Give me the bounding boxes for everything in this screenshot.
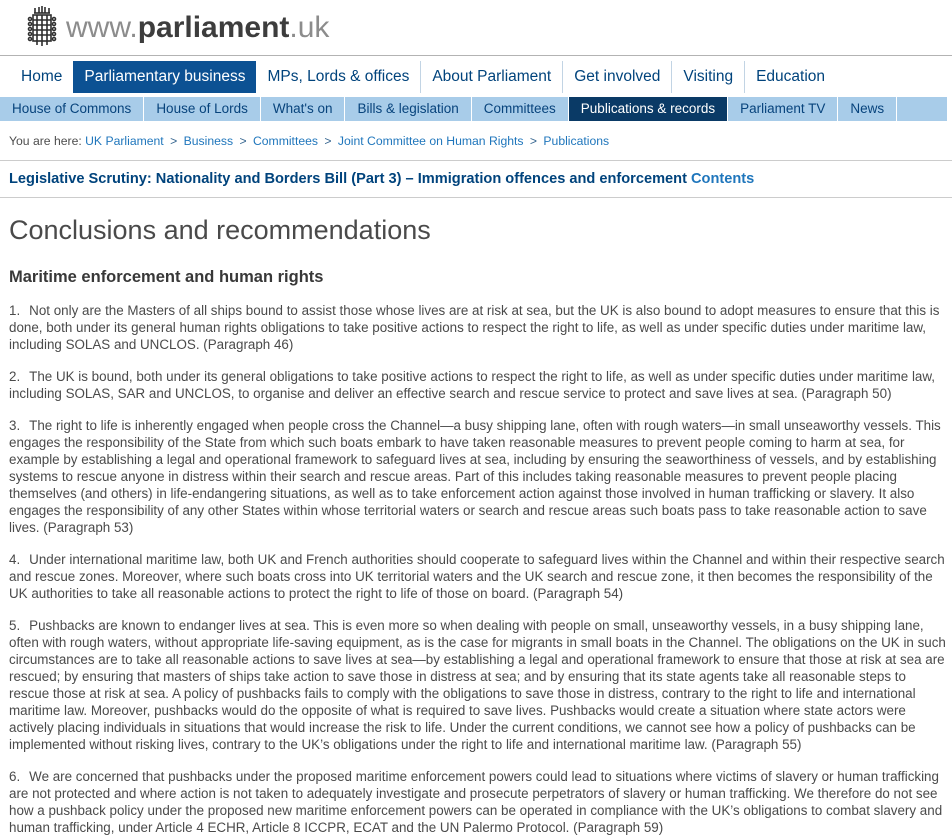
conclusion-paragraph	[9, 368, 947, 402]
conclusion-paragraph	[9, 768, 947, 836]
sub-navigation	[0, 97, 947, 121]
breadcrumb-link-business[interactable]: Business	[183, 134, 234, 148]
paragraph-number: 4.	[9, 552, 21, 567]
sub-nav-item-bills-legislation[interactable]: Bills & legislation	[345, 97, 471, 121]
sub-nav-item-house-of-commons[interactable]: House of Commons	[0, 97, 144, 121]
site-logo[interactable]	[66, 11, 329, 45]
main-content	[0, 215, 952, 836]
logo-tld: .uk	[289, 10, 330, 44]
paragraph-number: 1.	[9, 303, 21, 318]
divider	[0, 197, 952, 198]
breadcrumb-separator: >	[320, 134, 332, 148]
sub-nav-item-parliament-tv[interactable]: Parliament TV	[728, 97, 838, 121]
sub-nav-item-what-s-on[interactable]: What's on	[261, 97, 346, 121]
breadcrumb-prefix: You are here:	[9, 134, 82, 148]
conclusion-paragraph	[9, 617, 947, 753]
paragraph-number: 2.	[9, 369, 21, 384]
contents-link[interactable]: Contents	[691, 171, 755, 187]
logo-domain: parliament	[137, 10, 290, 44]
sub-nav-item-house-of-lords[interactable]: House of Lords	[144, 97, 261, 121]
page-title: Conclusions and recommendations	[9, 215, 431, 245]
breadcrumb-separator: >	[236, 134, 247, 148]
logo-www: www.	[66, 10, 138, 44]
breadcrumb-link-uk-parliament[interactable]: UK Parliament	[85, 134, 164, 148]
paragraph-number: 3.	[9, 418, 21, 433]
main-nav-item-home[interactable]: Home	[21, 67, 63, 85]
main-nav-item-parliamentary-business[interactable]: Parliamentary business	[73, 61, 256, 93]
breadcrumb-link-joint-committee-on-human-rights[interactable]: Joint Committee on Human Rights	[337, 134, 524, 148]
conclusion-paragraph	[9, 551, 947, 602]
document-title: Legislative Scrutiny: Nationality and Borders Bill (Part 3) – Immigration offences and enforcement	[9, 171, 687, 187]
main-navigation	[0, 56, 952, 97]
document-title-bar	[0, 161, 952, 197]
site-header	[0, 0, 952, 56]
paragraph-list	[9, 302, 947, 836]
breadcrumb	[9, 134, 952, 148]
main-nav-item-education[interactable]: Education	[744, 61, 836, 93]
breadcrumb-link-publications[interactable]: Publications	[543, 134, 610, 148]
paragraph-text: Pushbacks are known to endanger lives at sea. This is even more so when dealing with people on small, unseaworthy vessels, in a busy shipping lane, often with rough waters, without appropriate life-saving equipment, as is the case for migrants in small boats in the Channel. The obligations on the UK in such circumstances are to take all reasonable actions to save lives at sea—by establishing a legal and operational framework to ensure that those at risk at sea are rescued; by ensuring that masters of ships take action to save those in distress at sea; and by ensuring that its state agents take all reasonable steps to rescue those at risk at sea. A policy of pushbacks fails to comply with the obligations to save those in distress, contrary to the right to life and international maritime law. Moreover, pushbacks would do the opposite of what is required to save lives. Pushbacks would create a situation where state actors were actively placing individuals in situations that would increase the risk to life. Under the current conditions, we cannot see how a policy of pushbacks can be implemented without risking lives, contrary to the UK’s obligations under the right to life and international maritime law. (Paragraph 55)	[9, 618, 946, 752]
breadcrumb-separator: >	[526, 134, 538, 148]
paragraph-text: The UK is bound, both under its general obligations to take positive actions to respect the right to life, as well as under specific duties under maritime law, including SOLAS, SAR and UNCLOS, to organise and deliver an effective search and rescue service to protect and save lives at sea. (Paragraph 50)	[9, 369, 936, 401]
breadcrumb-separator: >	[166, 134, 178, 148]
conclusion-paragraph	[9, 302, 947, 353]
paragraph-text: Under international maritime law, both UK and French authorities should cooperate to safeguard lives within the Channel and within their respective search and rescue zones. Moreover, where such boats cross into UK territorial waters and the UK search and rescue zone, it then becomes the responsibility of the UK authorities to take all reasonable actions to protect the right to life of those on board. (Paragraph 54)	[9, 552, 945, 601]
conclusion-paragraph	[9, 417, 947, 536]
paragraph-number: 5.	[9, 618, 21, 633]
main-nav-item-mps-lords-offices[interactable]: MPs, Lords & offices	[267, 67, 410, 85]
paragraph-text: Not only are the Masters of all ships bound to assist those whose lives are at risk at sea, but the UK is also bound to adopt measures to ensure that this is done, both under its general human rights obligations to take positive actions to respect the right to life, as well as under specific duties under maritime law, including SOLAS and UNCLOS. (Paragraph 46)	[9, 303, 940, 352]
main-nav-item-get-involved[interactable]: Get involved	[562, 61, 671, 93]
breadcrumb-link-committees[interactable]: Committees	[252, 134, 318, 148]
main-nav-item-visiting[interactable]: Visiting	[671, 61, 744, 93]
sub-nav-item-publications-records[interactable]: Publications & records	[569, 97, 728, 121]
sub-nav-item-news[interactable]: News	[838, 97, 897, 121]
paragraph-text: We are concerned that pushbacks under the proposed maritime enforcement powers could lead to situations where victims of slavery or human trafficking are not protected and where action is not taken to adequately investigate and prosecute perpetrators of slavery or human trafficking. We therefore do not see how a pushback policy under the proposed new maritime enforcement powers can be operated in compliance with the UK’s obligations to combat slavery and human trafficking, under Article 4 ECHR, Article 8 ICCPR, ECAT and the UN Palermo Protocol. (Paragraph 59)	[9, 769, 943, 835]
paragraph-number: 6.	[9, 769, 21, 784]
section-heading: Maritime enforcement and human rights	[9, 268, 324, 286]
sub-nav-item-committees[interactable]: Committees	[472, 97, 569, 121]
portcullis-icon	[27, 5, 57, 51]
main-nav-item-about-parliament[interactable]: About Parliament	[420, 61, 562, 93]
paragraph-text: The right to life is inherently engaged when people cross the Channel—a busy shipping lane, often with rough waters—in small unseaworthy vessels. This engages the responsibility of the State from which such boats embark to have taken reasonable measures to prevent people coming to harm at sea, for example by establishing a legal and operational framework to safeguard lives at sea, including by ensuring the seaworthiness of vessels, and by establishing systems to rescue anyone in distress within their search and rescue areas. Part of this includes taking reasonable measures to prevent people placing themselves (and others) in life-endangering situations, as well as to take enforcement action against those involved in human trafficking or slavery. It also engages the responsibility of any other States within whose territorial waters or search and rescue areas such boats pass to take reasonable action to save lives. (Paragraph 53)	[9, 418, 941, 535]
